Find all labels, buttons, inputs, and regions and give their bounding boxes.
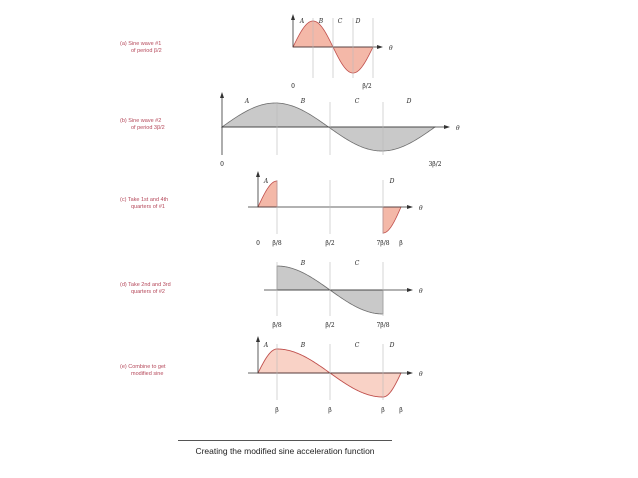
- panel-d-tick-beta-half: β/2: [325, 322, 335, 329]
- panel-c-zone-a: A: [263, 178, 269, 185]
- panel-b-tick-3beta-half: 3β/2: [428, 161, 442, 168]
- panel-a: [291, 14, 393, 90]
- panel-b-x-arrowhead: [444, 125, 450, 129]
- panel-a-zone-b: B: [318, 18, 324, 25]
- panel-b-zone-a: A: [244, 98, 250, 105]
- panel-e-tick-1: β: [275, 407, 279, 414]
- panel-e-axis-label: θ: [419, 371, 423, 378]
- panel-d-description-line1: (d) Take 2nd and 3rd: [120, 282, 171, 288]
- panel-a-axis-label: θ: [389, 45, 393, 52]
- panel-e-description-line2: modified sine: [131, 371, 164, 377]
- panel-a-x-arrowhead: [377, 45, 383, 49]
- panel-e-y-arrowhead: [256, 336, 260, 342]
- panel-c-tick-beta-8: β/8: [272, 240, 282, 247]
- panel-b-positive-lobe: [222, 103, 330, 128]
- panel-b-zone-b: B: [300, 98, 306, 105]
- panel-e-zone-c: C: [354, 342, 360, 349]
- caption-rule: [178, 440, 392, 441]
- panel-d-axis-label: θ: [419, 288, 423, 295]
- panel-b-y-arrowhead: [220, 92, 224, 98]
- panel-b-zone-c: C: [354, 98, 360, 105]
- panel-c-tick-beta: β: [399, 240, 403, 247]
- panel-c: [248, 171, 423, 247]
- panel-a-description-line1: (a) Sine wave #1: [120, 41, 162, 47]
- figure-caption: Creating the modified sine acceleration function: [195, 446, 375, 456]
- panel-e-negative-region: [330, 373, 401, 397]
- panel-d-tick-beta-8: β/8: [272, 322, 282, 329]
- panel-e-description-line1: (e) Combine to get: [120, 364, 166, 370]
- panel-e-zone-d: D: [389, 342, 395, 349]
- panel-c-description-line1: (c) Take 1st and 4th: [120, 197, 169, 203]
- panel-e-tick-2: β: [328, 407, 332, 414]
- panel-d-zone-c: C: [354, 260, 360, 267]
- panel-a-zone-c: C: [337, 18, 343, 25]
- panel-d: [264, 260, 423, 329]
- panel-b-description-line1: (b) Sine wave #2: [120, 118, 162, 124]
- panel-d-tick-7beta-8: 7β/8: [376, 322, 390, 329]
- panel-c-axis-label: θ: [419, 205, 423, 212]
- panel-e-zone-b: B: [300, 342, 306, 349]
- panel-e-positive-region: [258, 349, 330, 373]
- panel-c-fourth-quarter: [383, 207, 401, 233]
- panel-c-tick-0: 0: [256, 240, 260, 247]
- panel-c-description-line2: quarters of #1: [131, 204, 165, 210]
- panel-e-tick-4: β: [399, 407, 403, 414]
- panel-a-zone-a: A: [299, 18, 305, 25]
- panel-c-tick-beta-half: β/2: [325, 240, 335, 247]
- panel-c-x-arrowhead: [407, 205, 413, 209]
- panel-b-zone-d: D: [406, 98, 412, 105]
- panel-b: [220, 92, 460, 168]
- panel-d-zone-b: B: [300, 260, 306, 267]
- panel-c-tick-7beta-8: 7β/8: [376, 240, 390, 247]
- panel-e-zone-a: A: [263, 342, 269, 349]
- panel-a-tick-0: 0: [291, 83, 295, 90]
- panel-a-tick-beta-half: β/2: [362, 83, 372, 90]
- panel-a-zone-d: D: [355, 18, 361, 25]
- panel-c-y-arrowhead: [256, 171, 260, 177]
- panel-d-third-quarter: [330, 290, 383, 314]
- panel-b-negative-lobe: [330, 127, 435, 151]
- panel-b-description-line2: of period 3β/2: [131, 125, 165, 131]
- panel-d-x-arrowhead: [407, 288, 413, 292]
- panel-a-y-arrowhead: [291, 14, 295, 20]
- panel-e-x-arrowhead: [407, 371, 413, 375]
- panel-e-tick-3: β: [381, 407, 385, 414]
- panel-b-axis-label: θ: [456, 125, 460, 132]
- panel-a-description-line2: of period β/2: [131, 48, 162, 54]
- panel-b-tick-0: 0: [220, 161, 224, 168]
- panel-c-zone-d: D: [389, 178, 395, 185]
- panel-e: [248, 336, 423, 414]
- panel-d-description-line2: quarters of #2: [131, 289, 165, 295]
- panel-d-second-quarter: [277, 266, 330, 290]
